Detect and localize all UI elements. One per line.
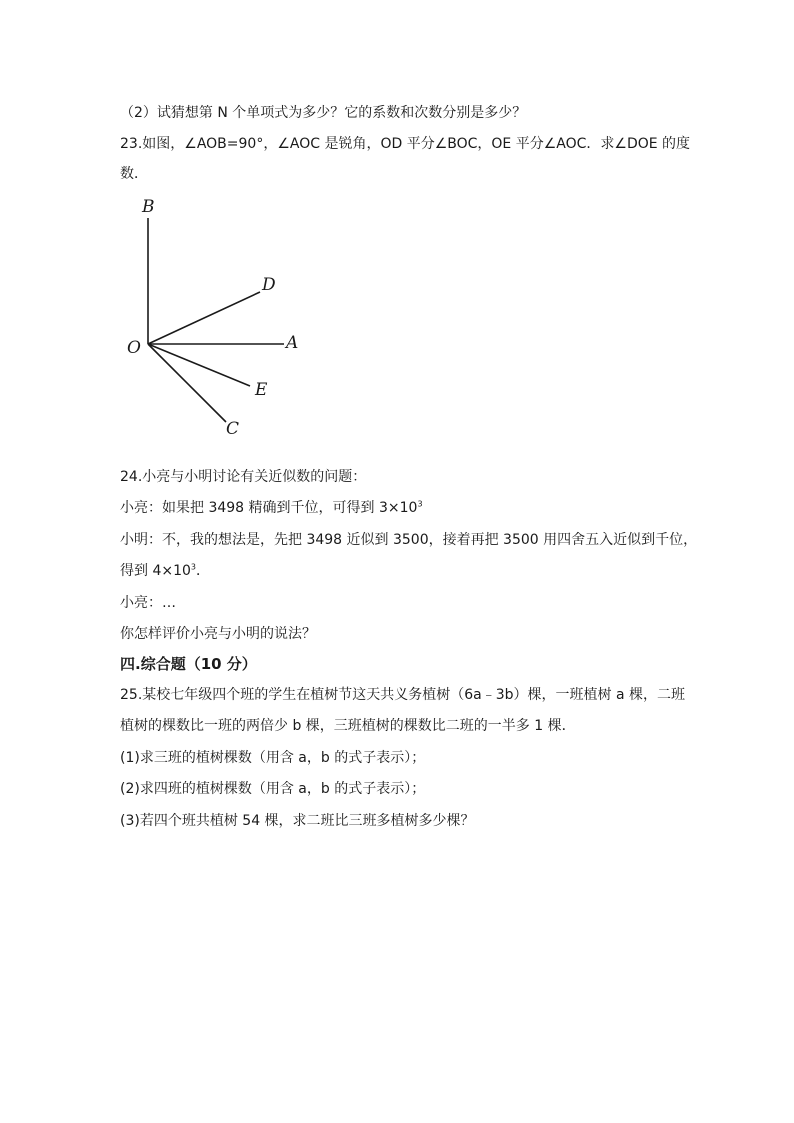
label-E: E [255, 380, 268, 400]
q23-text-line2: 数． [120, 166, 148, 182]
q25-part3: (3)若四个班共植树 54 棵，求二班比三班多植树多少棵？ [120, 813, 475, 829]
q24-xiaoming-2-exponent: 3 [190, 562, 196, 572]
q22-part2: （2）试猜想第 N 个单项式为多少？它的系数和次数分别是多少？ [120, 105, 527, 121]
angle-figure [120, 190, 340, 440]
q25-text-line1: 25.某校七年级四个班的学生在植树节这天共义务植树（6a﹣3b）棵，一班植树 a 棵，二班 [120, 687, 686, 703]
q24-question: 你怎样评价小亮与小明的说法？ [120, 626, 316, 642]
q24-xiaoming-2-text: 得到 4×10 [120, 563, 191, 579]
ray-OC [148, 344, 226, 422]
q24-xiaoliang-1 [120, 499, 423, 517]
angle-diagram [120, 190, 340, 440]
q24-xiaoming-2-tail: ． [196, 563, 210, 579]
label-C: C [226, 419, 240, 439]
q24-xiaoming-1: 小明：不，我的想法是，先把 3498 近似到 3500，接着再把 3500 用四舍五入近似到千位， [120, 532, 698, 548]
q24-title: 24.小亮与小明讨论有关近似数的问题： [120, 469, 367, 485]
q25-part2: (2)求四班的植树棵数（用含 a，b 的式子表示）； [120, 781, 426, 797]
q25-text-line2: 植树的棵数比一班的两倍少 b 棵，三班植树的棵数比二班的一半多 1 棵． [120, 718, 576, 734]
q24-xiaoliang-1-text: 小亮：如果把 3498 精确到千位，可得到 3×10 [120, 500, 418, 516]
label-A: A [286, 333, 299, 353]
q24-xiaoming-2 [120, 562, 210, 580]
ray-OD [148, 292, 260, 344]
q25-part1: (1)求三班的植树棵数（用含 a，b 的式子表示）； [120, 750, 426, 766]
label-O: O [127, 338, 141, 358]
q24-xiaoliang-1-exponent: 3 [417, 499, 423, 509]
ray-OE [148, 344, 250, 386]
label-B: B [142, 197, 155, 217]
q24-xiaoliang-2: 小亮：… [120, 595, 176, 611]
q23-text-line1: 23.如图，∠AOB=90°，∠AOC 是锐角，OD 平分∠BOC，OE 平分∠AOC．求∠DOE 的度 [120, 136, 691, 152]
section-4-heading: 四.综合题（10 分） [120, 655, 257, 673]
label-D: D [262, 275, 276, 295]
